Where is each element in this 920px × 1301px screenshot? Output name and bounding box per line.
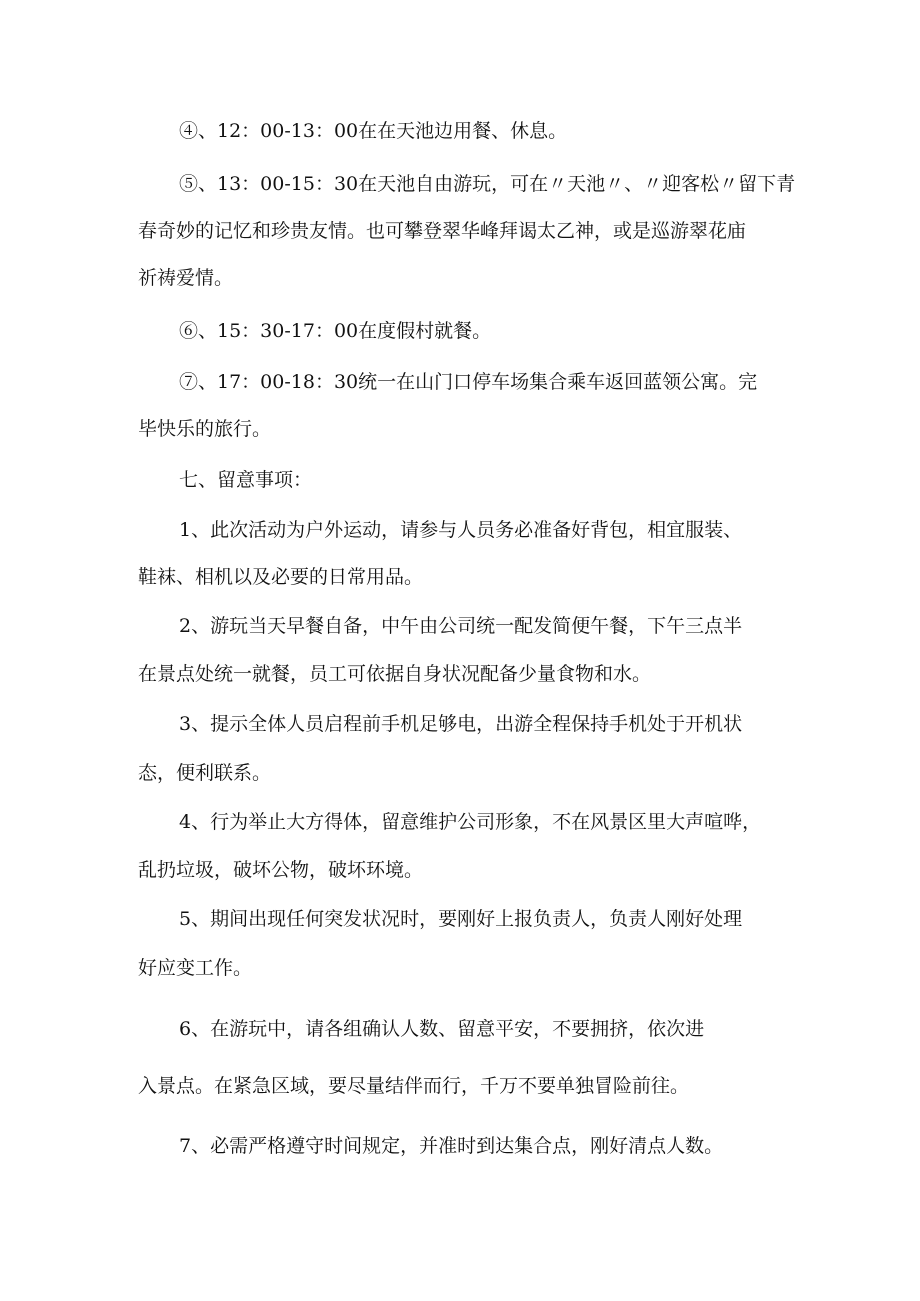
note-1-line-1: 1、此次活动为户外运动，请参与人员务必准备好背包，相宜服装、 (179, 519, 743, 541)
note-2-line-2: 在景点处统一就餐，员工可依据自身状况配备少量食物和水。 (138, 663, 652, 685)
note-2-line-1: 2、游玩当天早餐自备，中午由公司统一配发简便午餐，下午三点半 (179, 615, 743, 637)
schedule-item-7-line-1: ⑦、17：00-18：30统一在山门口停车场集合乘车返回蓝领公寓。完 (179, 371, 758, 393)
note-1-line-2: 鞋袜、相机以及必要的日常用品。 (138, 566, 424, 588)
note-5-line-1: 5、期间出现任何突发状况时，要刚好上报负责人，负责人刚好处理 (179, 908, 743, 930)
schedule-item-5-line-3: 祈祷爱情。 (138, 267, 234, 289)
note-6-line-1: 6、在游玩中，请各组确认人数、留意平安，不要拥挤，依次进 (179, 1018, 705, 1040)
schedule-item-5-line-1: ⑤、13：00-15：30在天池自由游玩，可在〃天池〃、〃迎客松〃留下青 (179, 173, 796, 195)
note-6-line-2: 入景点。在紧急区域，要尽量结伴而行，千万不要单独冒险前往。 (138, 1075, 690, 1097)
schedule-item-4-line-1: ④、12：00-13：00在在天池边用餐、休息。 (179, 120, 568, 142)
note-3-line-1: 3、提示全体人员启程前手机足够电，出游全程保持手机处于开机状 (179, 713, 743, 735)
schedule-item-7-line-2: 毕快乐的旅行。 (138, 418, 272, 440)
note-5-line-2: 好应变工作。 (138, 957, 253, 979)
note-7-line-1: 7、必需严格遵守时间规定，并准时到达集合点，刚好清点人数。 (179, 1135, 724, 1157)
schedule-item-5-line-2: 春奇妙的记忆和珍贵友情。也可攀登翠华峰拜谒太乙神，或是巡游翠花庙 (138, 220, 747, 242)
schedule-item-6-line-1: ⑥、15：30-17：00在度假村就餐。 (179, 320, 492, 342)
section-heading: 七、留意事项： (179, 469, 313, 491)
note-4-line-2: 乱扔垃圾，破坏公物，破坏环境。 (138, 859, 424, 881)
note-4-line-1: 4、行为举止大方得体，留意维护公司形象，不在风景区里大声喧哗， (179, 811, 762, 833)
note-3-line-2: 态，便利联系。 (138, 762, 272, 784)
